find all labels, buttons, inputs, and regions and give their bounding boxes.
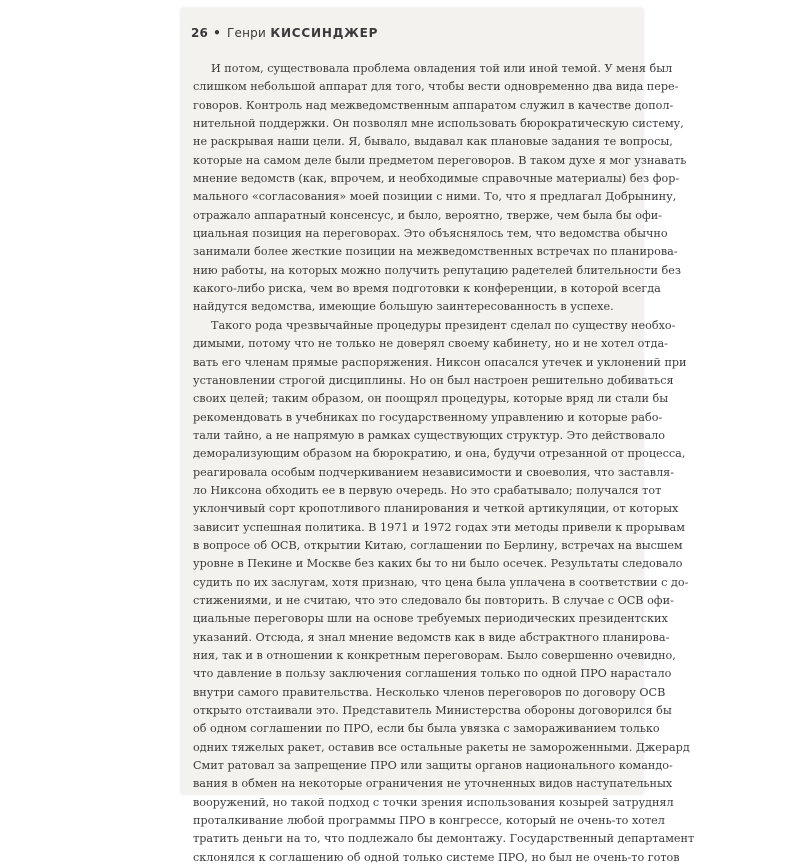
book-page	[181, 8, 695, 864]
text-line: вооружений, но такой подход с точки зрения использования козырей затруднял	[193, 795, 674, 809]
text-line: стижениями, и не считаю, что это следовало бы повторить. В случае с ОСВ офи-	[193, 593, 674, 607]
page-number: 26	[191, 26, 209, 40]
text-line: ло Никсона обходить ее в первую очередь. Но это срабатывало; получался тот	[193, 483, 662, 497]
text-line: уровне в Пекине и Москве без каких бы то ни было осечек. Результаты следовало	[193, 557, 683, 571]
text-line: какого-либо риска, чем во время подготовки к конференции, в которой всегда	[193, 282, 661, 296]
text-line: Такого рода чрезвычайные процедуры президент сделал по существу необхо-	[211, 318, 676, 332]
text-line: отражало аппаратный консенсус, и было, вероятно, тверже, чем была бы офи-	[193, 208, 662, 222]
text-line: своих целей; таким образом, он поощрял процедуры, которые вряд ли стали бы	[193, 392, 669, 406]
text-line: нию работы, на которых можно получить репутацию радетелей блительности без	[193, 263, 681, 277]
text-line: зависит успешная политика. В 1971 и 1972 годах эти методы привели к прорывам	[193, 520, 685, 534]
text-line: открыто отстаивали это. Представитель Министерства обороны договорился бы	[193, 704, 672, 718]
text-line: указаний. Отсюда, я знал мнение ведомств как в виде абстрактного планирова-	[193, 630, 670, 644]
text-line: мнение ведомств (как, впрочем, и необходимые справочные материалы) без фор-	[193, 172, 680, 186]
text-line: слишком небольшой аппарат для того, чтобы вести одновременно два вида пере-	[193, 80, 679, 94]
author-first-name: Генри	[226, 26, 266, 40]
text-line: установлении строгой дисциплины. Но он был настроен решительно добиваться	[193, 373, 674, 387]
text-line: занимали более жесткие позиции на межведомственных встречах по планирова-	[193, 245, 678, 259]
body-text	[193, 60, 695, 867]
text-line: об одном соглашении по ПРО, если бы была увязка с замораживанием только	[193, 722, 660, 736]
text-line: не раскрывая наши цели. Я, бывало, выдавал как плановые задания те вопросы,	[193, 135, 673, 149]
text-line: Смит ратовал за запрещение ПРО или защиты органов национального командо-	[193, 759, 673, 773]
text-line: проталкивание любой программы ПРО в конгрессе, который не очень-то хотел	[193, 814, 665, 828]
text-line: найдутся ведомства, имеющие большую заинтересованность в успехе.	[193, 300, 614, 314]
text-line: нительной поддержки. Он позволял мне использовать бюрократическую систему,	[193, 117, 684, 131]
running-head	[191, 26, 378, 40]
text-line: что давление в пользу заключения соглашения только по одной ПРО нарастало	[193, 667, 672, 681]
text-line: говоров. Контроль над межведомственным аппаратом служил в качестве допол-	[193, 98, 674, 112]
text-line: склонялся к соглашению об одной только системе ПРО, но был не очень-то готов	[193, 850, 680, 864]
text-line: мального «согласования» моей позиции с ними. То, что я предлагал Добрынину,	[193, 190, 677, 204]
author-last-name: КИССИНДЖЕР	[270, 26, 379, 40]
text-line: которые на самом деле были предметом переговоров. В таком духе я мог узнавать	[193, 153, 687, 167]
text-line: рекомендовать в учебниках по государственному управлению и которые рабо-	[193, 410, 663, 424]
text-line: в вопросе об ОСВ, открытии Китаю, соглашении по Берлину, встречах на высшем	[193, 538, 683, 552]
text-line: судить по их заслугам, хотя признаю, что цена была уплачена в соответствии с до-	[193, 575, 689, 589]
text-line: циальные переговоры шли на основе требуемых периодических президентских	[193, 612, 668, 626]
text-line: внутри самого правительства. Несколько членов переговоров по договору ОСВ	[193, 685, 666, 699]
text-line: И потом, существовала проблема овладения той или иной темой. У меня был	[211, 62, 673, 75]
header-separator: •	[213, 26, 221, 40]
text-line: деморализующим образом на бюрократию, и она, будучи отрезанной от процесса,	[193, 447, 686, 461]
text-line: уклончивый сорт кропотливого планирования и четкой артикуляции, от которых	[193, 502, 679, 516]
text-line: тратить деньги на то, что подлежало бы демонтажу. Государственный департамент	[193, 832, 695, 846]
text-line: одних тяжелых ракет, оставив все остальные ракеты не замороженными. Джерард	[193, 740, 690, 754]
text-line: реагировала особым подчеркиванием независимости и своеволия, что заставля-	[193, 465, 675, 479]
text-line: вать его членам прямые распоряжения. Никсон опасался утечек и уклонений при	[193, 355, 687, 369]
text-line: ния, так и в отношении к конкретным переговорам. Было совершенно очевидно,	[193, 649, 676, 662]
text-line: вания в обмен на некоторые ограничения не уточненных видов наступательных	[193, 777, 673, 791]
text-line: димыми, потому что не только не доверял своему кабинету, но и не хотел отда-	[193, 337, 668, 351]
text-line: циальная позиция на переговорах. Это объяснялось тем, что ведомства обычно	[193, 227, 668, 241]
text-line: тали тайно, а не напрямую в рамках существующих структур. Это действовало	[193, 428, 665, 442]
